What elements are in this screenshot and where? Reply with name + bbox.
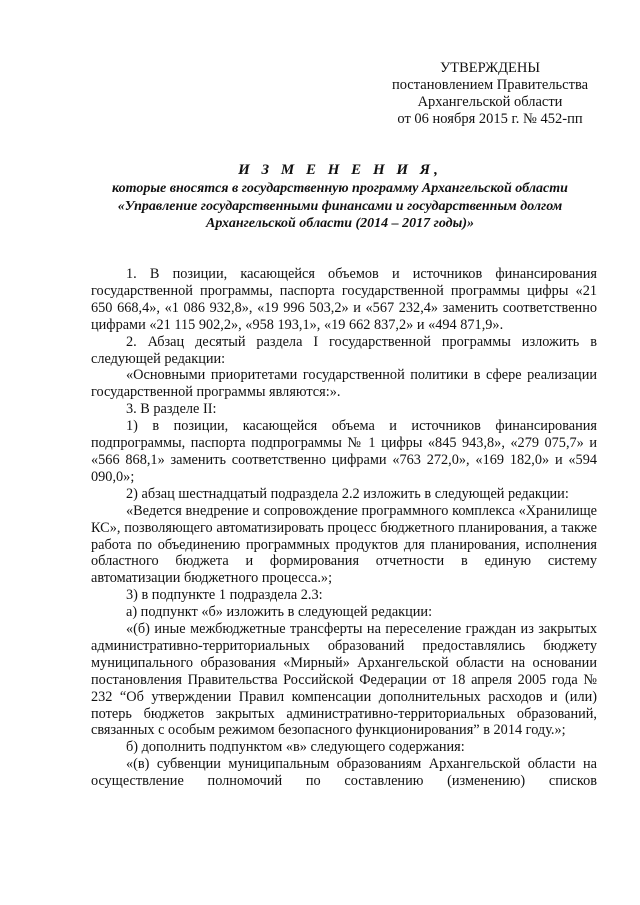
paragraph-2: 2. Абзац десятый раздела I государственной программы изложить в следующей редакции:: [91, 333, 597, 367]
paragraph-6: 2) абзац шестнадцатый подраздела 2.2 изложить в следующей редакции:: [126, 485, 569, 502]
approval-date-line: от 06 ноября 2015 г. № 452-пп: [397, 111, 583, 127]
title-line-2: «Управление государственными финансами и государственным долгом: [117, 198, 563, 214]
paragraph-1: 1. В позиции, касающейся объемов и источников финансирования государственной программы, паспорта государственной программы цифры «21 650 668,4», «1 086 932,8», «19 996 503,2» и «567 232,4» заменить соответственно цифрами «21 115 902,2», «958 193,1», «19 662 837,2» и «494 871,9».: [91, 266, 597, 333]
paragraph-5: 1) в позиции, касающейся объема и источников финансирования подпрограммы, паспорта подпрограммы № 1 цифры «845 943,8», «279 075,7» и «566 868,1» заменить соответственно цифрами «763 272,0», «169 182,0» и «594 090,0»;: [91, 418, 597, 485]
paragraph-11: б) дополнить подпунктом «в» следующего содержания:: [126, 739, 465, 756]
title-line-1: которые вносятся в государственную программу Архангельской области: [112, 181, 568, 196]
paragraph-12: «(в) субвенции муниципальным образованиям Архангельской области на осуществление полномочий по составлению (изменению) списков: [91, 756, 597, 790]
approval-stamp: [372, 60, 608, 128]
paragraph-10: «(б) иные межбюджетные трансферты на переселение граждан из закрытых административно-территориальных образований предоставлялись бюджету муниципального образования «Мирный» Архангельской области на основании постановления Правительства Российской Федерации от 18 апреля 2005 года № 232 “Об утверждении Правил компенсации дополнительных расходов и (или) потерь бюджетов закрытых административно-территориальных образований, связанных с особым режимом безопасного функционирования” в 2014 году.»;: [91, 621, 597, 739]
paragraph-4: 3. В разделе II:: [126, 401, 217, 418]
paragraph-3: «Основными приоритетами государственной политики в сфере реализации государственной программы являются:».: [91, 367, 597, 401]
title-line-3: Архангельской области (2014 – 2017 годы)»: [205, 216, 474, 231]
document-title: [80, 160, 600, 233]
approval-heading: УТВЕРЖДЕНЫ: [439, 60, 541, 76]
document-body: [91, 266, 597, 790]
approval-decree-line: постановлением Правительства: [391, 77, 589, 93]
paragraph-9: а) подпункт «б» изложить в следующей редакции:: [126, 604, 433, 621]
paragraph-8: 3) в подпункте 1 подраздела 2.3:: [126, 587, 323, 604]
title-heading: И З М Е Н Е Н И Я,: [238, 162, 442, 178]
approval-region-line: Архангельской области: [417, 94, 563, 110]
paragraph-7: «Ведется внедрение и сопровождение программного комплекса «Хранилище КС», позволяющего автоматизировать процесс бюджетного планирования, а также работа по объединению программных продуктов для планирования, исполнения областного бюджета и формирования отчетности в единую систему автоматизации бюджетного процесса.»;: [91, 502, 597, 587]
